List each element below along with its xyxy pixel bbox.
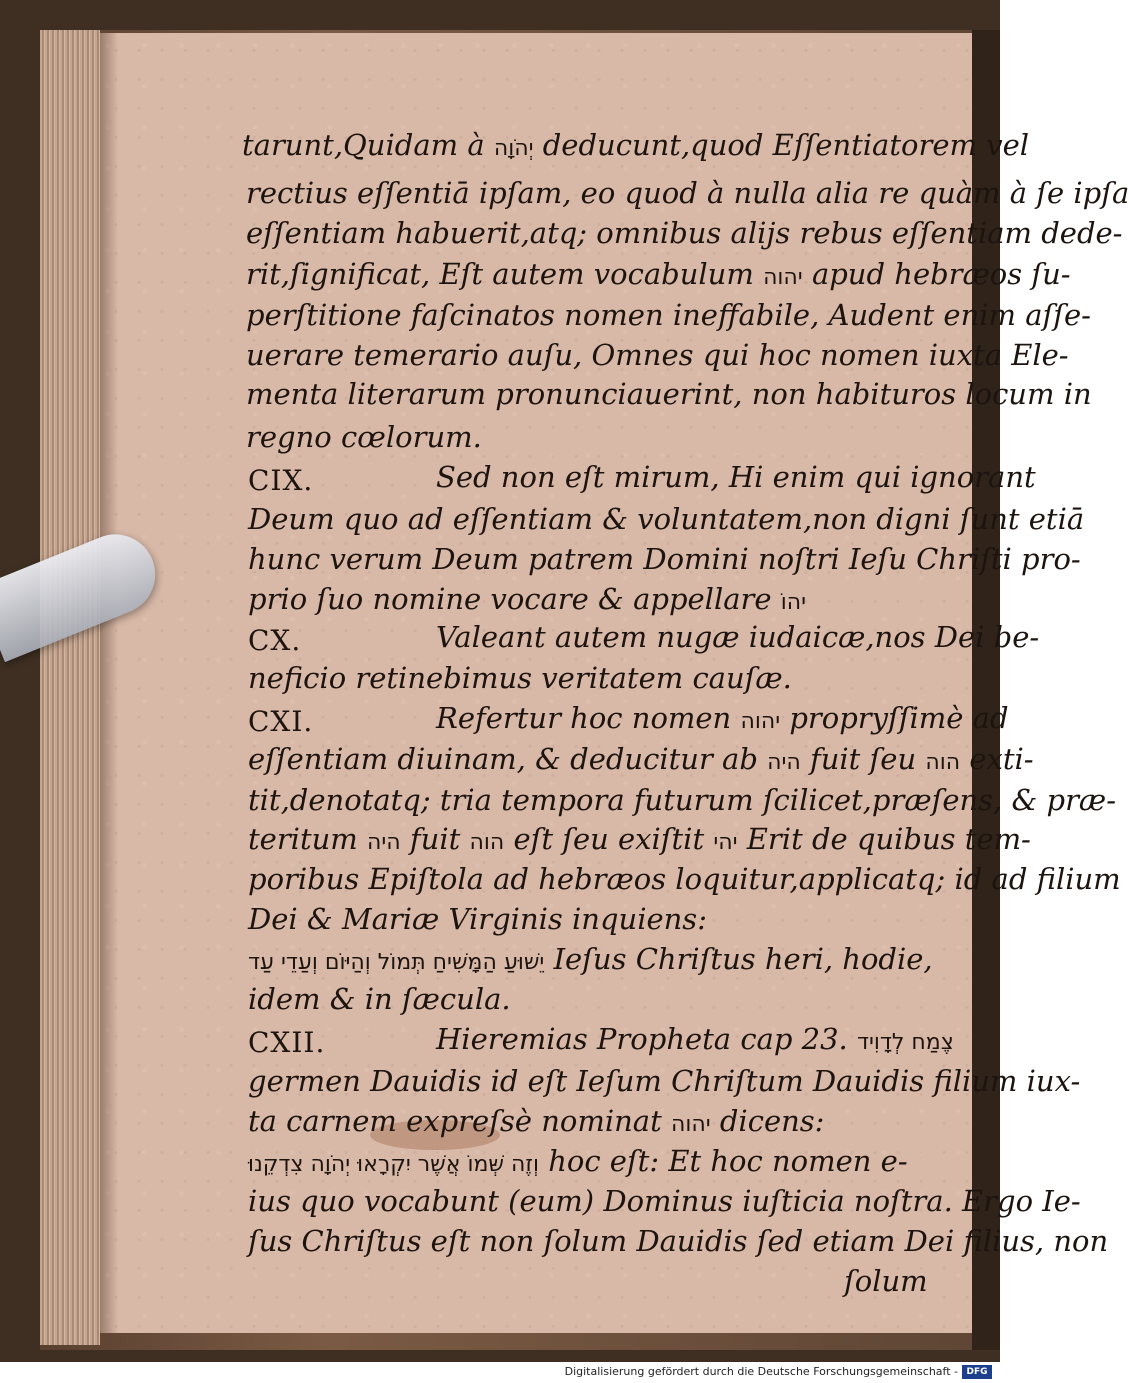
text-line: rectius eſſentiā ipſam, eo quod à nulla alia re quàm à ſe ipſa	[246, 176, 1129, 210]
text-line: tarunt,Quidam à יְהֹוָה deducunt,quod Eſſentiatorem vel	[242, 128, 1030, 162]
footer-bar	[0, 1362, 1000, 1383]
text-line: ta carnem expreſsè nominat יהוה dicens:	[248, 1104, 825, 1138]
text-line: Valeant autem nugæ iudaicæ,nos Dei be-	[436, 620, 1040, 654]
text-line: neficio retinebimus veritatem cauſæ.	[248, 661, 792, 695]
text-line: idem & in ſæcula.	[248, 982, 511, 1016]
dfg-logo: DFG	[962, 1365, 992, 1379]
text-line: ſus Chriſtus eſt non ſolum Dauidis ſed etiam Dei filius, non	[248, 1224, 1109, 1258]
text-line: eſſentiam habuerit,atq; omnibus alijs rebus eſſentiam dede-	[246, 216, 1123, 250]
text-line: Refertur hoc nomen יהוה propryſſimè ad	[436, 701, 1009, 735]
section-number: CXI.	[248, 705, 314, 738]
text-line: hunc verum Deum patrem Domini noſtri Ieſu Chriſti pro-	[248, 542, 1081, 576]
text-line: uerare temerario auſu, Omnes qui hoc nomen iuxta Ele-	[246, 338, 1069, 372]
text-line: יֵשׁוּעַ הַמָּשִׁיחַ תְּמוֹל וְהַיּוֹם וְעַדֵי עַד Ieſus Chriſtus heri, hodie,	[248, 942, 933, 976]
text-line: Sed non eſt mirum, Hi enim qui ignorant	[436, 460, 1036, 494]
text-line: perſtitione faſcinatos nomen ineffabile, Audent enim aſſe-	[246, 298, 1091, 332]
text-line: prio ſuo nomine vocare & appellare יהוֹ	[248, 582, 807, 616]
catchword: ſolum	[844, 1264, 928, 1298]
text-line: teritum היה fuit הוה eſt ſeu exiſtit יהי Erit de quibus tem-	[248, 822, 1031, 856]
text-line: germen Dauidis id eſt Ieſum Chriſtum Dauidis filium iux-	[248, 1064, 1081, 1098]
text-line: regno cœlorum.	[246, 420, 482, 454]
section-number: CX.	[248, 624, 302, 657]
text-line: Dei & Mariæ Virginis inquiens:	[248, 902, 707, 936]
section-number: CIX.	[248, 464, 314, 497]
section-number: CXII.	[248, 1026, 326, 1059]
text-line: tit,denotatq; tria tempora futurum ſcilicet,præſens, & præ-	[248, 783, 1116, 817]
footer-credit: Digitalisierung gefördert durch die Deutsche Forschungsgemeinschaft -	[564, 1365, 958, 1378]
text-line: rit,ſignificat, Eſt autem vocabulum יהוה apud hebræos ſu-	[246, 257, 1071, 291]
text-line: Deum quo ad eſſentiam & voluntatem,non digni ſunt etiā	[248, 502, 1085, 536]
text-line: Hieremias Propheta cap 23. צֶמַח לְדָוִיד	[436, 1022, 954, 1056]
text-line: eſſentiam diuinam, & deducitur ab היה fuit ſeu הוה exti-	[248, 742, 1034, 776]
text-line: וְזֶה שְּׁמוֹ אֲשֶׁר יִקְרָאוּ יְהֹוָה צִדְקֵנוּ hoc eſt: Et hoc nomen e-	[248, 1144, 908, 1178]
text-line: ius quo vocabunt (eum) Dominus iuſticia noſtra. Ergo Ie-	[248, 1184, 1081, 1218]
text-line: poribus Epiſtola ad hebræos loquitur,applicatq; id ad filium	[248, 862, 1121, 896]
text-line: menta literarum pronunciauerint, non habituros locum in	[246, 377, 1092, 411]
